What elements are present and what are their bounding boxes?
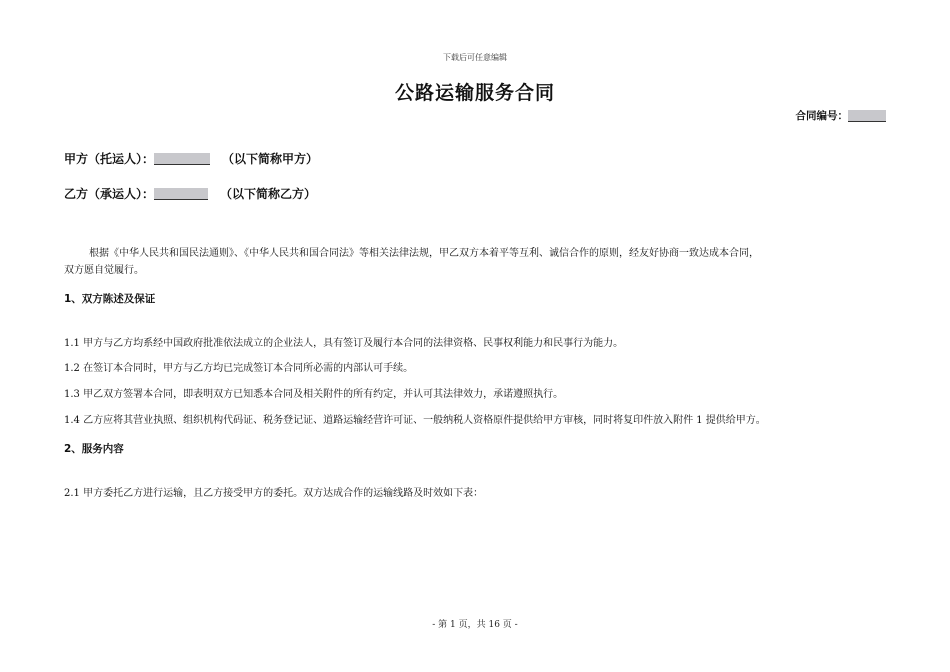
contract-number-redacted	[848, 110, 886, 122]
clause-1-3: 1.3 甲乙双方签署本合同，即表明双方已知悉本合同及相关附件的所有约定，并认可其法律效力，承诺遵照执行。	[64, 389, 564, 400]
page-footer: - 第 1 页，共 16 页 -	[432, 620, 518, 630]
section-1-heading: 1、双方陈述及保证	[64, 293, 156, 305]
clause-1-1: 1.1 甲方与乙方均系经中国政府批准依法成立的企业法人，具有签订及履行本合同的法律资格、民事权利能力和民事行为能力。	[64, 338, 624, 349]
clause-1-2: 1.2 在签订本合同时，甲方与乙方均已完成签订本合同所必需的内部认可手续。	[64, 363, 414, 374]
party-b	[64, 185, 316, 202]
party-b-label: 乙方（承运人）：	[64, 187, 155, 201]
section-2-heading: 2、服务内容	[64, 443, 124, 455]
document-title: 公路运输服务合同	[394, 82, 555, 104]
intro-line-1: 根据《中华人民共和国民法通则》、《中华人民共和国合同法》等相关法律法规，甲乙双方本着平等互利、诚信合作的原则，经友好协商一致达成本合同，	[89, 248, 759, 259]
party-a	[64, 150, 318, 167]
party-a-label: 甲方（托运人）：	[64, 152, 155, 166]
intro-line-2: 双方愿自觉履行。	[64, 265, 144, 276]
party-a-name-redacted	[154, 153, 210, 165]
contract-number-label: 合同编号：	[795, 110, 848, 122]
header-note: 下载后可任意编辑	[443, 53, 507, 62]
party-b-name-redacted	[154, 188, 208, 200]
clause-1-4: 1.4 乙方应将其营业执照、组织机构代码证、税务登记证、道路运输经营许可证、一般纳税人资格原件提供给甲方审核，同时将复印件放入附件 1 提供给甲方。	[64, 415, 766, 426]
intro-paragraph	[64, 245, 890, 279]
contract-number	[796, 108, 887, 123]
party-b-abbr: （以下简称乙方）	[220, 187, 317, 201]
clause-2-1: 2.1 甲方委托乙方进行运输，且乙方接受甲方的委托。双方达成合作的运输线路及时效如下表：	[64, 488, 484, 499]
party-a-abbr: （以下简称甲方）	[222, 152, 319, 166]
